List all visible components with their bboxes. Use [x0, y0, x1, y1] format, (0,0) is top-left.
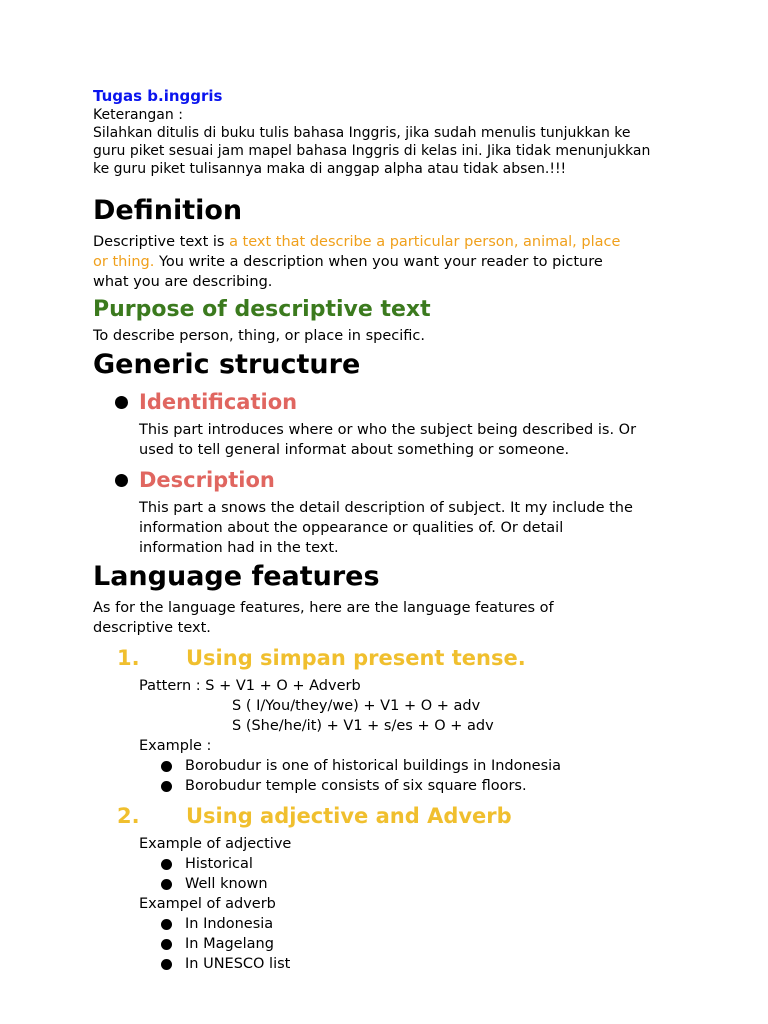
list-item [161, 776, 693, 796]
description-line-1: This part a snows the detail description of subject. It my include the [139, 500, 633, 516]
pattern-line-2: S (She/he/it) + V1 + s/es + O + adv [232, 718, 494, 734]
adverb-list [93, 914, 693, 974]
assignment-title: Tugas b.inggris [93, 87, 223, 105]
note-label: Keterangan : [93, 107, 183, 123]
note-line-3: ke guru piket tulisannya maka di anggap alpha atau tidak absen.!!! [93, 161, 567, 177]
language-intro-1: As for the language features, here are the language features of [93, 600, 554, 616]
identification-line-2: used to tell general informat about something or someone. [139, 442, 570, 458]
definition-line-3: what you are describing. [93, 274, 273, 290]
section-1-number: 1. [117, 646, 140, 670]
list-item-text: Borobudur is one of historical buildings in Indonesia [185, 758, 562, 774]
identification-section [93, 388, 693, 460]
section-1-title: Using simpan present tense. [186, 646, 526, 670]
list-item-text: Historical [185, 856, 253, 872]
bullet-icon [161, 859, 172, 870]
section-2-number: 2. [117, 804, 140, 828]
adjective-list [93, 854, 693, 894]
description-section [93, 466, 693, 558]
definition-prefix: Descriptive text is [93, 234, 230, 250]
pattern-label: Pattern : S + V1 + O + Adverb [139, 678, 361, 694]
list-item [161, 934, 693, 954]
list-item-text: In Indonesia [185, 916, 274, 932]
list-item [161, 854, 693, 874]
note-line-2: guru piket sesuai jam mapel bahasa Inggris di kelas ini. Jika tidak menunjukkan [93, 143, 651, 159]
identification-line-1: This part introduces where or who the subject being described is. Or [139, 422, 637, 438]
description-heading: Description [139, 468, 275, 492]
pattern-line-1: S ( I/You/they/we) + V1 + O + adv [232, 698, 481, 714]
list-item [161, 756, 693, 776]
purpose-heading: Purpose of descriptive text [93, 297, 431, 322]
list-item-text: Borobudur temple consists of six square floors. [185, 778, 527, 794]
purpose-text: To describe person, thing, or place in specific. [93, 328, 425, 344]
section-1-heading [93, 644, 693, 672]
list-item-text: In UNESCO list [185, 956, 291, 972]
document-page [93, 86, 693, 974]
identification-heading: Identification [139, 390, 298, 414]
definition-line-1 [93, 232, 693, 252]
bullet-icon [161, 939, 172, 950]
definition-highlight-1: a text that describe a particular person, animal, place [229, 234, 621, 250]
bullet-icon [115, 396, 128, 409]
bullet-icon [161, 781, 172, 792]
list-item [161, 914, 693, 934]
bullet-icon [161, 761, 172, 772]
adjective-label: Example of adjective [139, 836, 292, 852]
list-item [161, 954, 693, 974]
generic-structure-heading: Generic structure [93, 349, 361, 380]
section-2-heading [93, 802, 693, 830]
adverb-label: Exampel of adverb [139, 896, 276, 912]
example-list [93, 756, 693, 796]
description-line-2: information about the oppearance or qualities of. Or detail [139, 520, 564, 536]
section-2-title: Using adjective and Adverb [186, 804, 512, 828]
bullet-icon [161, 879, 172, 890]
language-intro-2: descriptive text. [93, 620, 211, 636]
definition-line-2 [93, 252, 693, 272]
list-item [161, 874, 693, 894]
note-line-1: Silahkan ditulis di buku tulis bahasa Inggris, jika sudah menulis tunjukkan ke [93, 125, 631, 141]
bullet-icon [161, 959, 172, 970]
list-item-text: Well known [185, 876, 268, 892]
language-features-heading: Language features [93, 561, 380, 592]
bullet-icon [115, 474, 128, 487]
definition-highlight-2: or thing. [93, 254, 155, 270]
definition-rest: You write a description when you want your reader to picture [154, 254, 603, 270]
bullet-icon [161, 919, 172, 930]
list-item-text: In Magelang [185, 936, 274, 952]
description-line-3: information had in the text. [139, 540, 339, 556]
example-label: Example : [139, 738, 212, 754]
definition-heading: Definition [93, 195, 243, 226]
